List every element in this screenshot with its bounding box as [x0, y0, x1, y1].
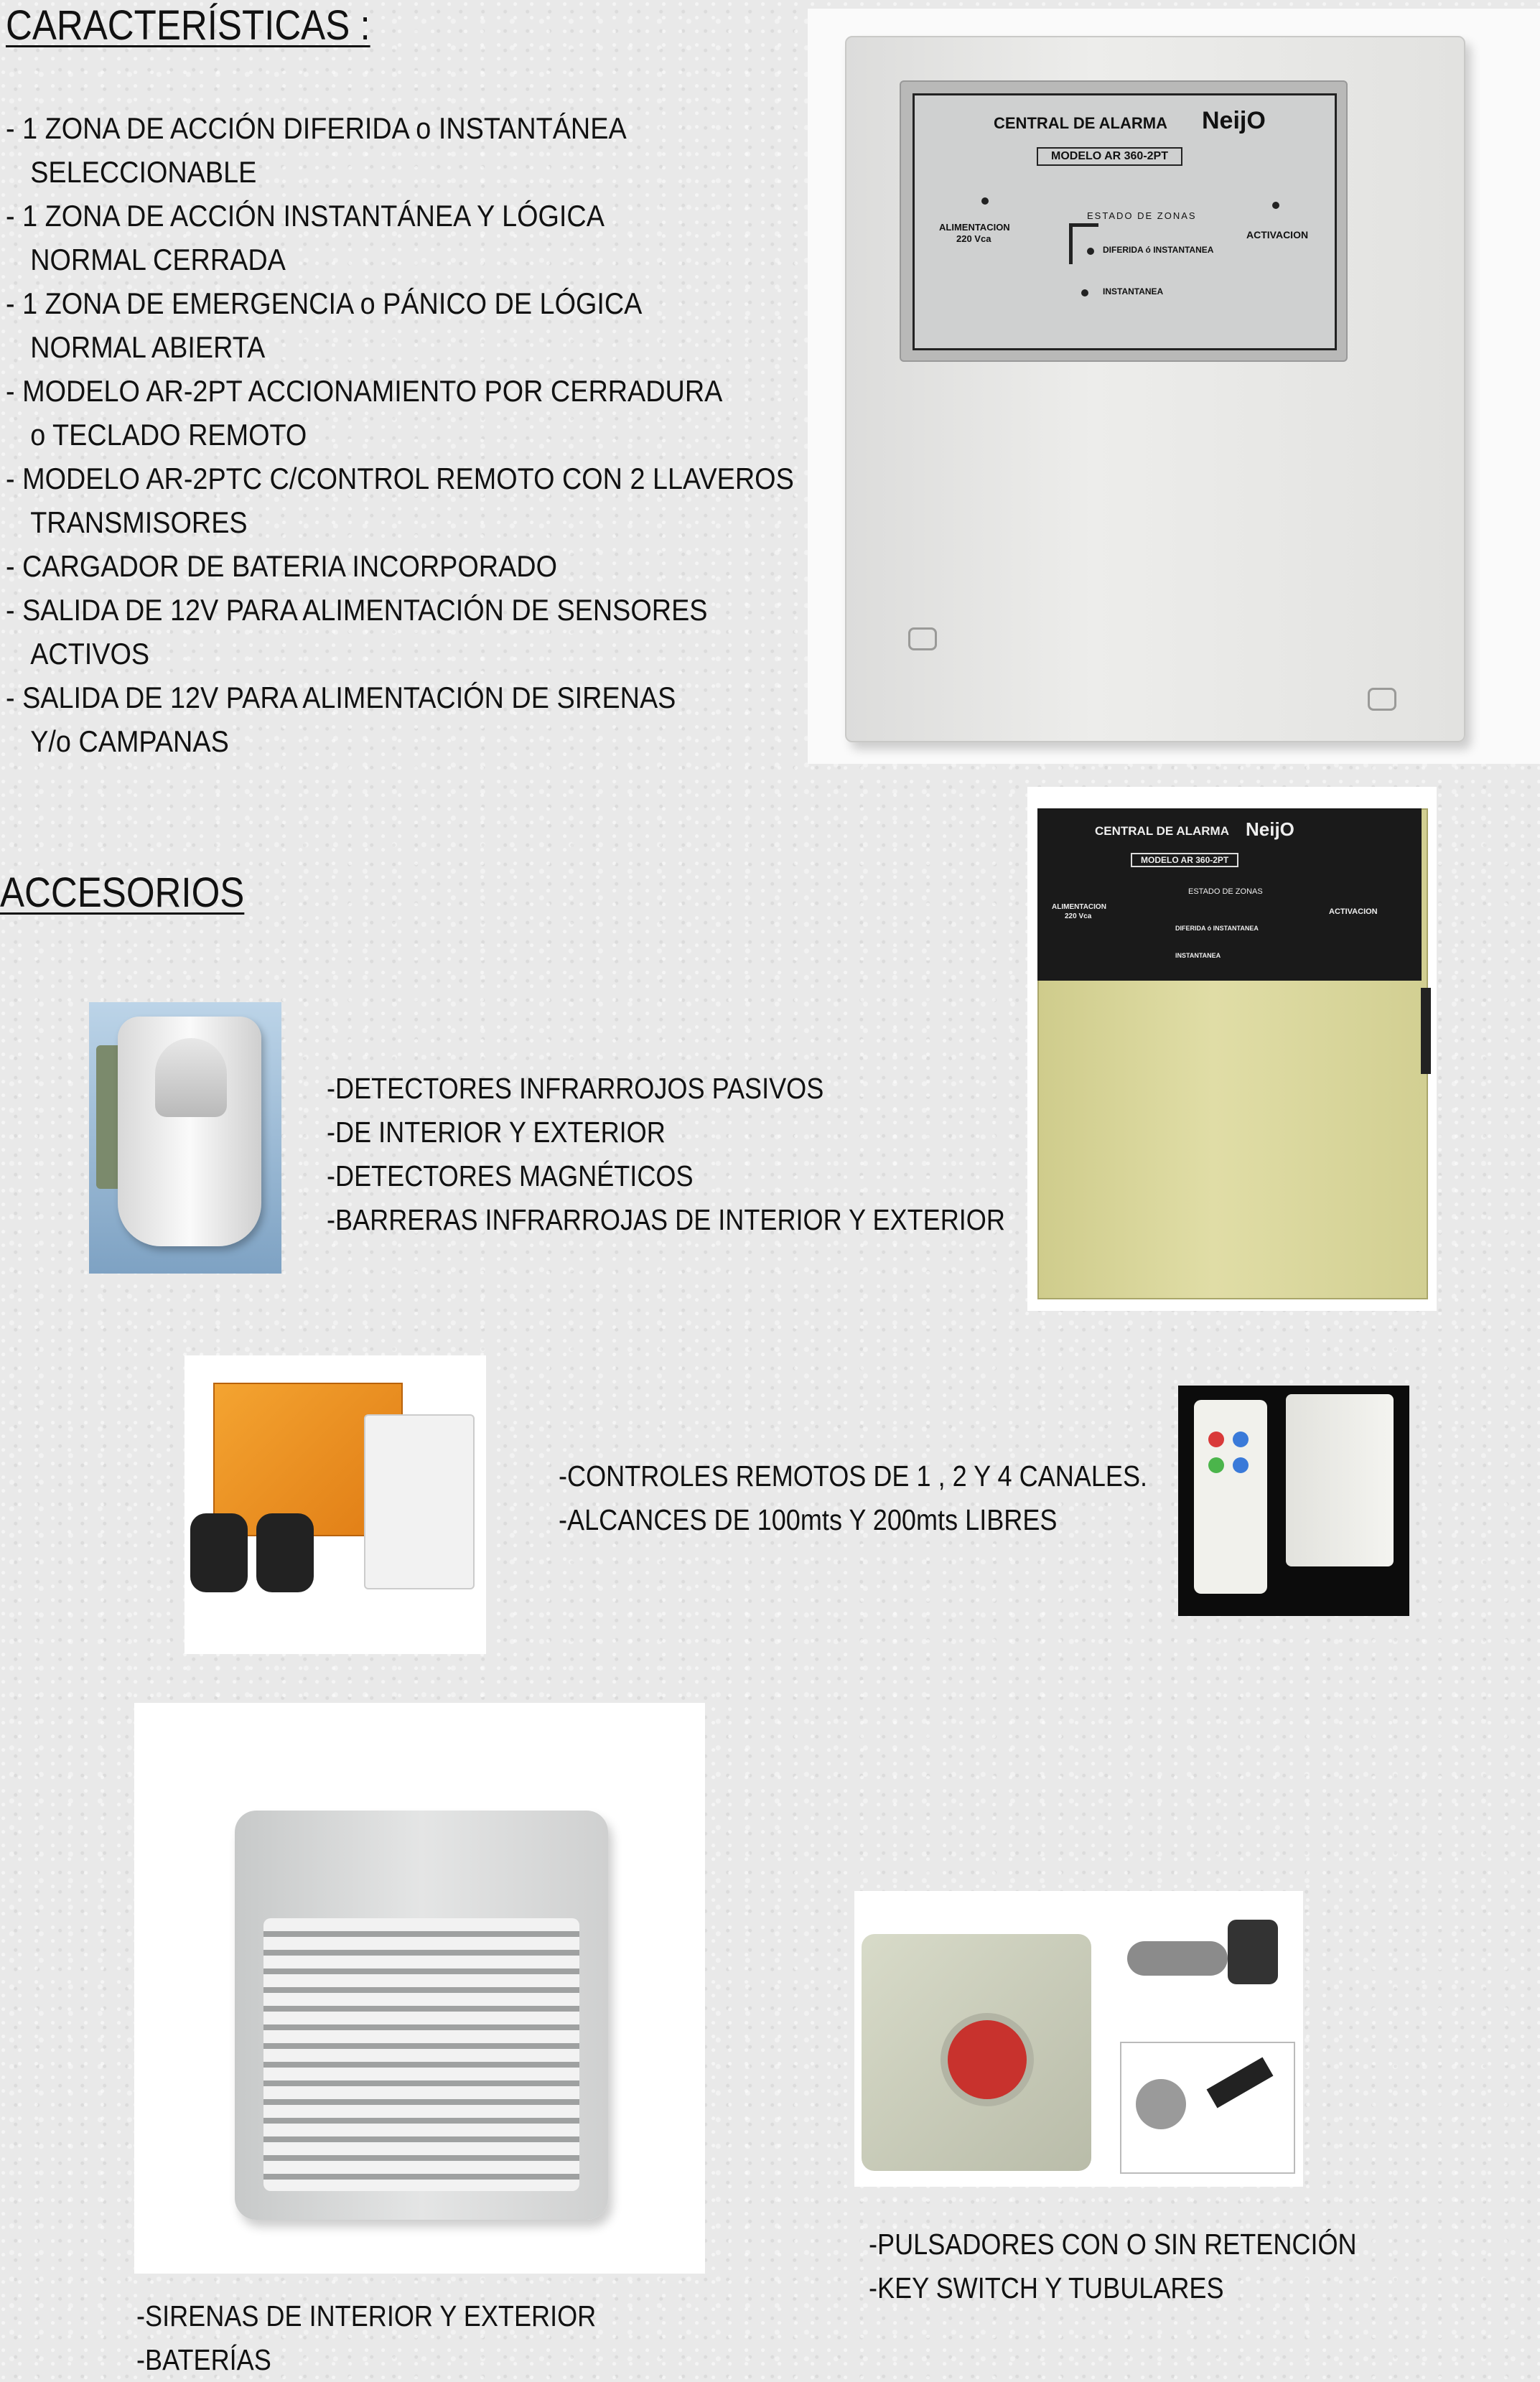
mount-hole-icon	[1368, 688, 1396, 711]
pir-detector-photo	[89, 1002, 281, 1274]
panel-latch	[1421, 988, 1431, 1074]
power-led-icon	[981, 197, 989, 205]
green-button-icon	[1208, 1457, 1224, 1473]
zone2-led-icon	[1081, 289, 1088, 296]
brand-logo: NeijO	[1202, 107, 1266, 134]
remote-receiver	[1286, 1394, 1394, 1566]
four-channel-remote-photo	[1178, 1386, 1409, 1616]
key-switch-icon	[1120, 2042, 1295, 2174]
feature-item: - SALIDA DE 12V PARA ALIMENTACIÓN DE SENSORES ACTIVOS	[6, 593, 708, 671]
feature-item: - CARGADOR DE BATERIA INCORPORADO	[6, 549, 558, 583]
feature-item: - MODELO AR-2PT ACCIONAMIENTO POR CERRADURA o TECLADO REMOTO	[6, 374, 723, 452]
blue-button-icon	[1233, 1457, 1249, 1473]
detectors-text: -DETECTORES INFRARROJOS PASIVOS -DE INTERIOR Y EXTERIOR -DETECTORES MAGNÉTICOS -BARRERAS INFRARROJAS DE INTERIOR Y EXTERIOR	[327, 1072, 1005, 1236]
panic-button-keyswitch-photo	[854, 1891, 1303, 2187]
feature-item: - MODELO AR-2PTC C/CONTROL REMOTO CON 2 LLAVEROS TRANSMISORES	[6, 462, 794, 539]
keyfob-remote	[190, 1513, 248, 1592]
features-list	[6, 106, 794, 763]
siren-photo	[134, 1703, 705, 2274]
feature-item: - 1 ZONA DE EMERGENCIA o PÁNICO DE LÓGICA NORMAL ABIERTA	[6, 286, 643, 364]
blue-button-icon	[1233, 1431, 1249, 1447]
brand-logo: NeijO	[1246, 818, 1294, 840]
feature-item: - 1 ZONA DE ACCIÓN DIFERIDA o INSTANTÁNEA SELECCIONABLE	[6, 111, 627, 189]
zone1-led-icon	[1087, 248, 1094, 255]
panel-label-black: CENTRAL DE ALARMA NeijO MODELO AR 360-2PT ESTADO DE ZONAS ALIMENTACION 220 Vca DIFERIDA ó INSTANTANEA INSTANTANEA ACTIVACION	[1037, 808, 1422, 981]
sirens-text: -SIRENAS DE INTERIOR Y EXTERIOR -BATERÍAS	[136, 2299, 597, 2376]
accessories-heading: ACCESORIOS	[0, 869, 245, 916]
feature-item: - 1 ZONA DE ACCIÓN INSTANTÁNEA Y LÓGICA NORMAL CERRADA	[6, 199, 605, 276]
features-heading: CARACTERÍSTICAS :	[6, 2, 370, 49]
buttons-text: -PULSADORES CON O SIN RETENCIÓN -KEY SWITCH Y TUBULARES	[869, 2228, 1357, 2304]
keyfob-remotes-photo	[185, 1355, 486, 1654]
white-alarm-panel-photo	[808, 9, 1540, 764]
panic-button-box	[862, 1934, 1091, 2171]
red-panic-button-icon	[941, 2013, 1034, 2106]
keyfob-remote	[256, 1513, 314, 1592]
pir-lens	[155, 1038, 227, 1117]
remote-transmitter	[1194, 1400, 1267, 1594]
mount-hole-icon	[908, 627, 937, 650]
remotes-text: -CONTROLES REMOTOS DE 1 , 2 Y 4 CANALES. -ALCANCES DE 100mts Y 200mts LIBRES	[559, 1459, 1148, 1536]
zone-bracket	[1069, 223, 1098, 264]
activation-led-icon	[1272, 202, 1279, 209]
yellow-alarm-panel-photo	[1027, 787, 1437, 1311]
panel-label: CENTRAL DE ALARMA NeijO MODELO AR 360-2PT ESTADO DE ZONAS ALIMENTACION 220 Vca ACTIVACION DIFERIDA ó INSTANTANEA INSTANTANEA	[913, 93, 1337, 350]
tubular-key-icon	[1120, 1912, 1292, 1999]
red-button-icon	[1208, 1431, 1224, 1447]
siren-grille	[263, 1918, 579, 2191]
receiver-module	[364, 1414, 475, 1589]
feature-item: - SALIDA DE 12V PARA ALIMENTACIÓN DE SIRENAS Y/o CAMPANAS	[6, 681, 676, 758]
